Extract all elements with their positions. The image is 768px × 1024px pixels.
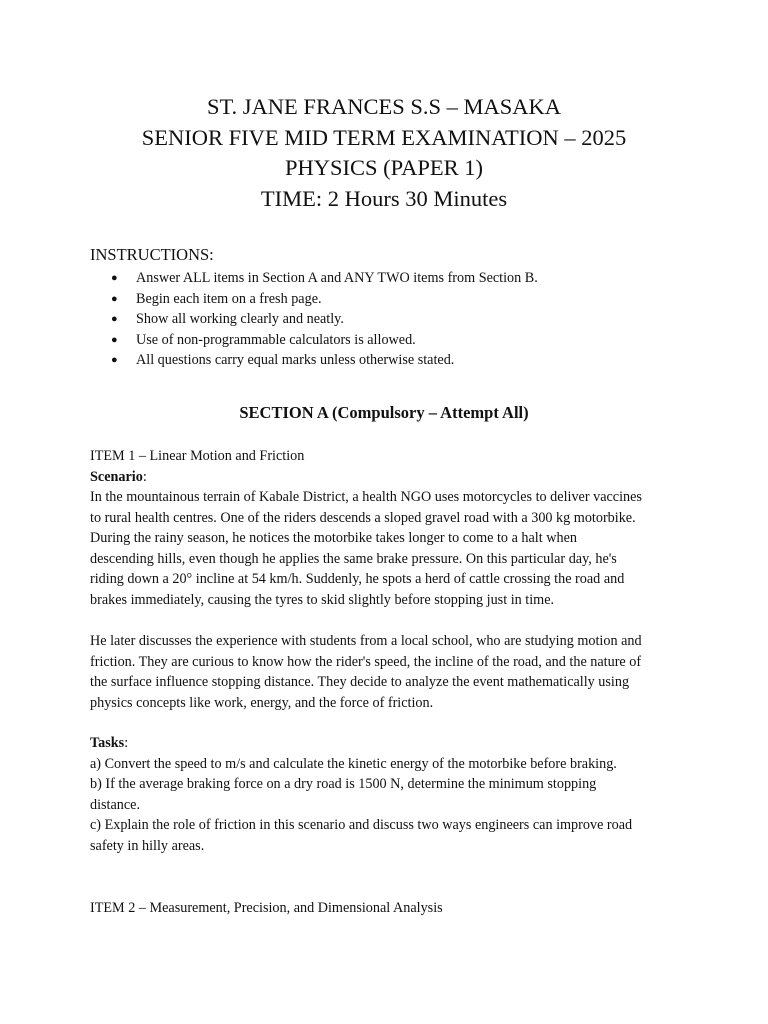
task-line: a) Convert the speed to m/s and calculate the kinetic energy of the motorbike before braking.	[90, 755, 617, 772]
bullet-icon: ●	[111, 272, 118, 284]
tasks-label: Tasks	[90, 735, 125, 751]
paragraph-line: During the rainy season, he notices the motorbike takes longer to come to a halt when	[90, 530, 577, 547]
item1-title: ITEM 1 – Linear Motion and Friction	[90, 448, 305, 464]
tasks-label-line	[90, 733, 690, 754]
instruction-text: Begin each item on a fresh page.	[136, 290, 322, 307]
school-name: ST. JANE FRANCES S.S – MASAKA	[206, 94, 562, 119]
exam-duration: TIME: 2 Hours 30 Minutes	[260, 185, 508, 211]
paragraph-line: brakes immediately, causing the tyres to skid slightly before stopping just in time.	[90, 591, 555, 608]
scenario-label: Scenario	[90, 468, 143, 485]
bullet-icon: ●	[111, 313, 118, 326]
paragraph-line: to rural health centres. One of the riders descends a sloped gravel road with a 300 kg motorbike.	[90, 509, 636, 526]
exam-header	[0, 92, 768, 214]
tasks-block	[90, 733, 690, 857]
tasks-colon: :	[124, 735, 129, 751]
instruction-item	[90, 289, 538, 310]
instruction-item	[90, 268, 538, 289]
scenario-colon: :	[142, 468, 147, 485]
exam-title: SENIOR FIVE MID TERM EXAMINATION – 2025	[141, 124, 627, 150]
task-line: b) If the average braking force on a dry road is 1500 N, determine the minimum stopping	[90, 776, 597, 793]
instruction-text: Use of non-programmable calculators is allowed.	[136, 331, 416, 348]
paragraph-line: In the mountainous terrain of Kabale District, a health NGO uses motorcycles to deliver vaccines	[90, 489, 642, 505]
paragraph-line: riding down a 20° incline at 54 km/h. Suddenly, he spots a herd of cattle crossing the road and	[90, 571, 625, 588]
item1-header	[90, 446, 690, 487]
scenario-paragraph-2	[90, 631, 690, 713]
item2-title: ITEM 2 – Measurement, Precision, and Dimensional Analysis	[90, 900, 443, 916]
instruction-text: All questions carry equal marks unless otherwise stated.	[136, 352, 455, 369]
bullet-icon: ●	[111, 354, 118, 367]
instructions-title: INSTRUCTIONS:	[90, 245, 214, 264]
paragraph-line: physics concepts like work, energy, and the force of friction.	[90, 694, 434, 711]
section-a-heading: SECTION A (Compulsory – Attempt All)	[239, 403, 529, 422]
instructions-list	[90, 268, 538, 371]
instruction-text: Answer ALL items in Section A and ANY TWO items from Section B.	[136, 270, 538, 286]
bullet-icon: ●	[111, 333, 118, 346]
task-line: c) Explain the role of friction in this scenario and discuss two ways engineers can improve road	[90, 817, 633, 834]
instruction-item	[90, 350, 538, 371]
paragraph-line: descending hills, even though he applies the same brake pressure. On this particular day, he's	[90, 550, 617, 567]
scenario-label-line	[90, 467, 690, 488]
instruction-item	[90, 309, 538, 330]
task-line: distance.	[90, 796, 141, 813]
item2-header	[90, 898, 690, 919]
paragraph-line: friction. They are curious to know how the rider's speed, the incline of the road, and the nature of	[90, 653, 642, 670]
bullet-icon: ●	[111, 292, 118, 305]
paragraph-line: He later discusses the experience with students from a local school, who are studying motion and	[90, 633, 642, 649]
instruction-item	[90, 330, 538, 351]
task-line: safety in hilly areas.	[90, 837, 205, 854]
paragraph-line: the surface influence stopping distance. They decide to analyze the event mathematically using	[90, 674, 630, 691]
paper-title: PHYSICS (PAPER 1)	[285, 155, 483, 181]
scenario-paragraph-1	[90, 487, 690, 611]
instruction-text: Show all working clearly and neatly.	[136, 311, 344, 328]
